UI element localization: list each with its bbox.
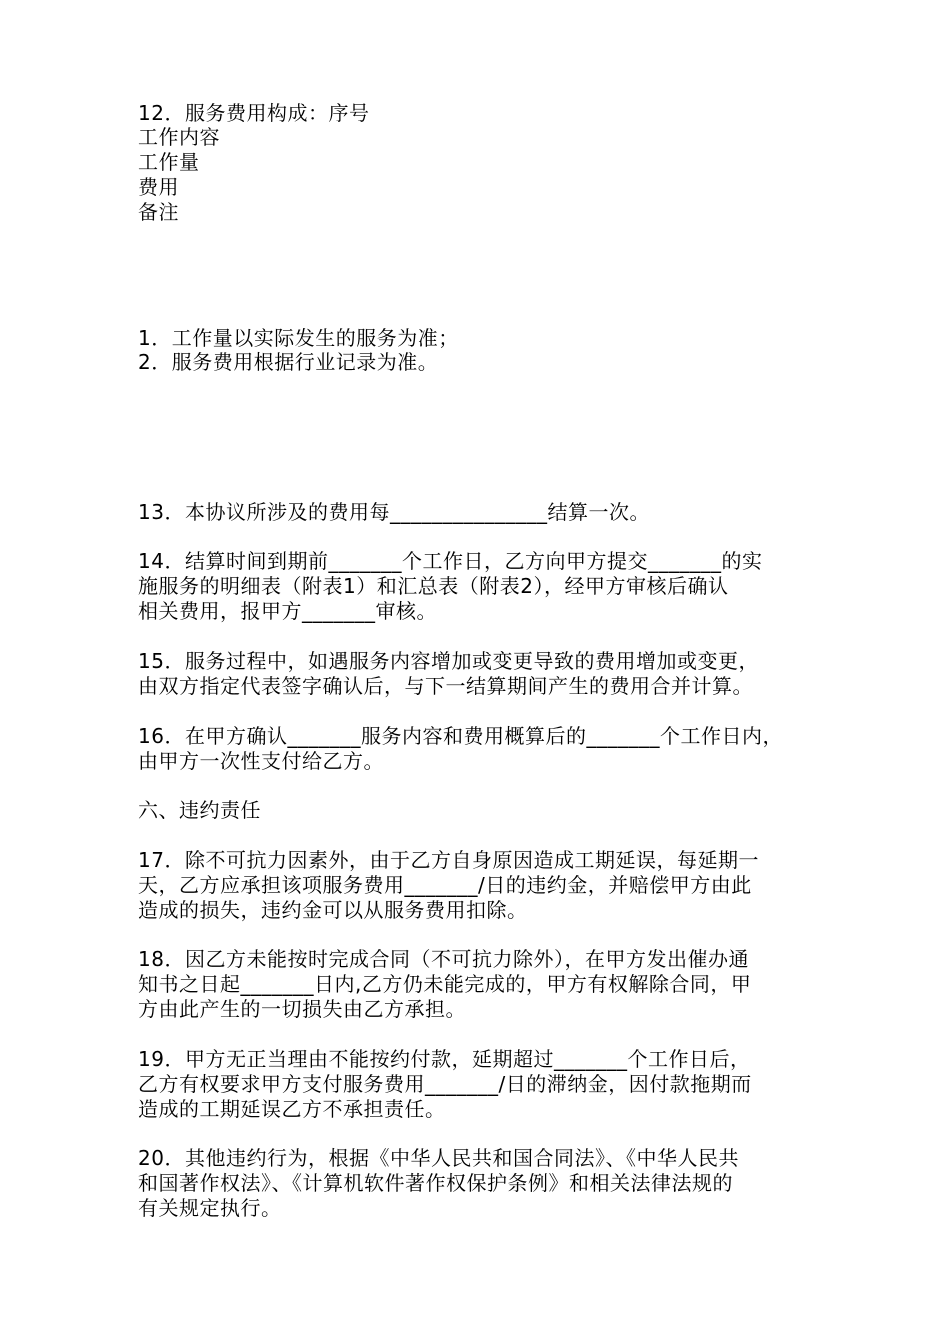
clause-13-line-1: 13．本协议所涉及的费用每_______________结算一次。 (138, 500, 650, 524)
clause-17-line-2: 天，乙方应承担该项服务费用_______/日的违约金，并赔偿甲方由此 (138, 873, 752, 897)
column-work-content: 工作内容 (138, 125, 220, 149)
clause-14-line-1: 14．结算时间到期前_______个工作日，乙方向甲方提交_______的实 (138, 549, 763, 573)
clause-17-line-1: 17．除不可抗力因素外，由于乙方自身原因造成工期延误，每延期一 (138, 848, 759, 872)
clause-18-line-1: 18．因乙方未能按时完成合同（不可抗力除外），在甲方发出催办通 (138, 947, 749, 971)
clause-20-line-2: 和国著作权法》、《计算机软件著作权保护条例》和相关法律法规的 (138, 1171, 733, 1195)
note-2: 2．服务费用根据行业记录为准。 (138, 350, 439, 374)
clause-17-line-3: 造成的损失，违约金可以从服务费用扣除。 (138, 898, 528, 922)
section-six-heading: 六、违约责任 (138, 798, 261, 822)
column-fee: 费用 (138, 175, 179, 199)
column-remarks: 备注 (138, 200, 179, 224)
clause-19-line-2: 乙方有权要求甲方支付服务费用_______/日的滞纳金，因付款拖期而 (138, 1072, 752, 1096)
clause-20-line-1: 20．其他违约行为，根据《中华人民共和国合同法》、《中华人民共 (138, 1146, 739, 1170)
service-fee-heading: 12．服务费用构成：序号 (138, 101, 370, 125)
clause-14-line-3: 相关费用，报甲方_______审核。 (138, 599, 437, 623)
column-workload: 工作量 (138, 150, 200, 174)
note-1: 1．工作量以实际发生的服务为准； (138, 326, 459, 350)
clause-20-line-3: 有关规定执行。 (138, 1196, 282, 1220)
clause-15-line-1: 15．服务过程中，如遇服务内容增加或变更导致的费用增加或变更， (138, 649, 759, 673)
clause-16-line-2: 由甲方一次性支付给乙方。 (138, 749, 384, 773)
clause-19-line-1: 19．甲方无正当理由不能按约付款，延期超过_______个工作日后， (138, 1047, 751, 1071)
clause-18-line-3: 方由此产生的一切损失由乙方承担。 (138, 997, 466, 1021)
clause-16-line-1: 16．在甲方确认_______服务内容和费用概算后的_______个工作日内， (138, 724, 783, 748)
clause-15-line-2: 由双方指定代表签字确认后，与下一结算期间产生的费用合并计算。 (138, 674, 753, 698)
clause-19-line-3: 造成的工期延误乙方不承担责任。 (138, 1097, 446, 1121)
clause-14-line-2: 施服务的明细表（附表1）和汇总表（附表2），经甲方审核后确认 (138, 574, 729, 598)
clause-18-line-2: 知书之日起_______日内,乙方仍未能完成的，甲方有权解除合同，甲 (138, 972, 752, 996)
